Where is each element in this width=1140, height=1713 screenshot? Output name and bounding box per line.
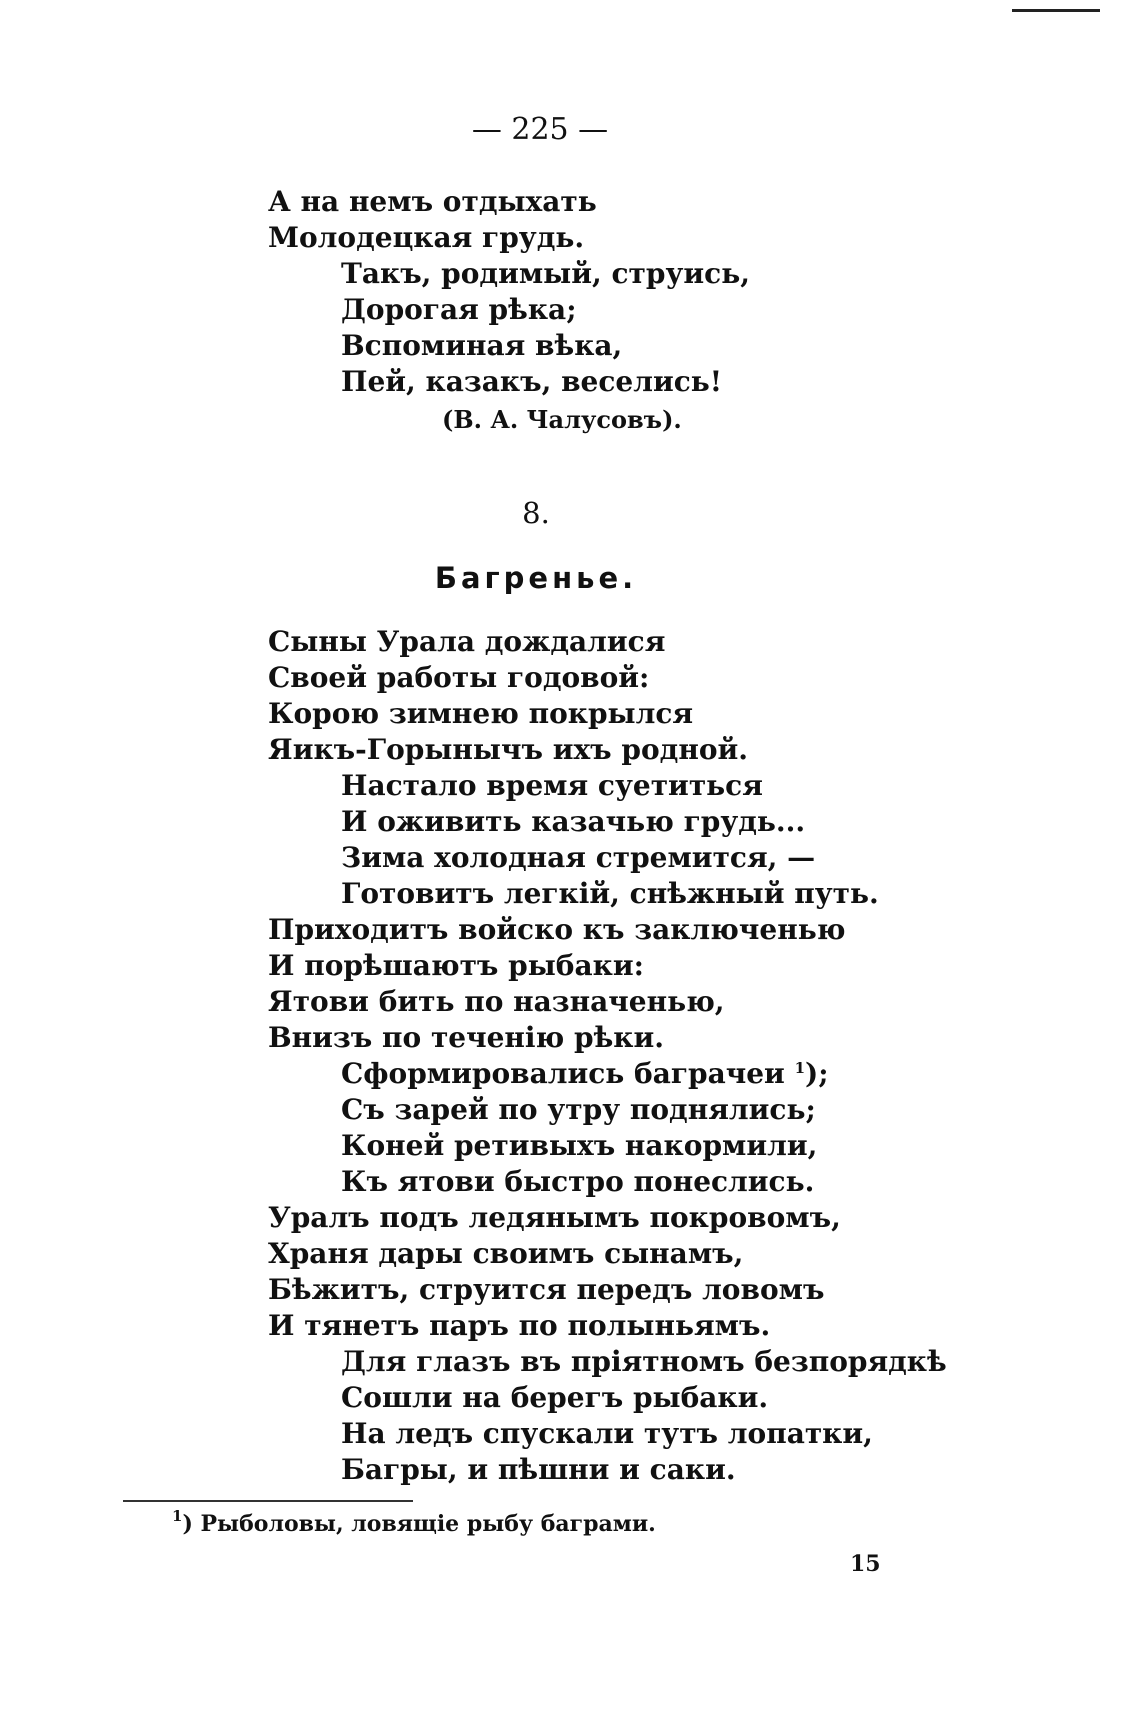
top-stanza <box>268 184 750 400</box>
stanza-line: Пей, казакъ, веселись! <box>341 365 723 398</box>
stanza-line: Такъ, родимый, струись, <box>341 257 750 290</box>
footnote-marker: 1 <box>172 1507 183 1525</box>
poem-line: Храня дары своимъ сынамъ, <box>268 1237 744 1270</box>
poem-line: Уралъ подъ ледянымъ покровомъ, <box>268 1201 841 1234</box>
footnote-reference[interactable]: 1 <box>794 1059 806 1077</box>
poem-line: Багры, и пѣшни и саки. <box>341 1453 736 1486</box>
footnote-divider <box>123 1500 413 1502</box>
poem-line: Съ зарей по утру поднялись; <box>341 1093 816 1126</box>
poem-line: Зима холодная стремится, — <box>341 841 816 874</box>
stanza-line: Вспоминая вѣка, <box>341 329 623 362</box>
poem-line: И тянетъ паръ по полыньямъ. <box>268 1309 771 1342</box>
poem-line: Готовитъ легкій, снѣжный путь. <box>341 877 879 910</box>
poem-line: Сошли на берегъ рыбаки. <box>341 1381 769 1414</box>
top-edge-rule <box>1012 9 1100 12</box>
poem-line: Яикъ-Горынычъ ихъ родной. <box>268 733 749 766</box>
stanza-line: Дорогая рѣка; <box>341 293 577 326</box>
poem-line: И порѣшаютъ рыбаки: <box>268 949 644 982</box>
poem-line: Бѣжитъ, струится передъ ловомъ <box>268 1273 825 1306</box>
poem-line-with-footnote <box>268 1056 947 1092</box>
page-number: — 225 — <box>471 112 609 147</box>
author-attribution: (В. А. Чалусовъ). <box>442 405 682 434</box>
footnote <box>172 1507 656 1537</box>
poem-line: Настало время суетиться <box>341 769 763 802</box>
stanza-line: А на немъ отдыхать <box>268 185 597 218</box>
poem-line: Своей работы годовой: <box>268 661 650 694</box>
footnote-text: ) Рыболовы, ловящіе рыбу баграми. <box>182 1511 656 1537</box>
footnote-reference-tail: ); <box>805 1057 829 1090</box>
poem-line: И оживить казачью грудь... <box>341 805 806 838</box>
poem-line-text: Сформировались баграчеи <box>341 1057 785 1090</box>
poem-line: Корою зимнею покрылся <box>268 697 694 730</box>
poem-line: Къ ятови быстро понеслись. <box>341 1165 815 1198</box>
poem-line: Для глазъ въ пріятномъ безпорядкѣ <box>341 1345 947 1378</box>
poem-line: Приходитъ войско къ заключенью <box>268 913 846 946</box>
poem-line: Внизъ по теченію рѣки. <box>268 1021 665 1054</box>
poem-body <box>268 624 947 1488</box>
poem-title: Багренье. <box>434 561 638 595</box>
signature-mark: 15 <box>850 1551 881 1577</box>
poem-line: Сыны Урала дождалися <box>268 625 666 658</box>
poem-line: Коней ретивыхъ накормили, <box>341 1129 818 1162</box>
poem-line: Ятови бить по назначенью, <box>268 985 725 1018</box>
stanza-line: Молодецкая грудь. <box>268 221 585 254</box>
poem-line: На ледъ спускали тутъ лопатки, <box>341 1417 873 1450</box>
poem-number: 8. <box>522 496 550 530</box>
